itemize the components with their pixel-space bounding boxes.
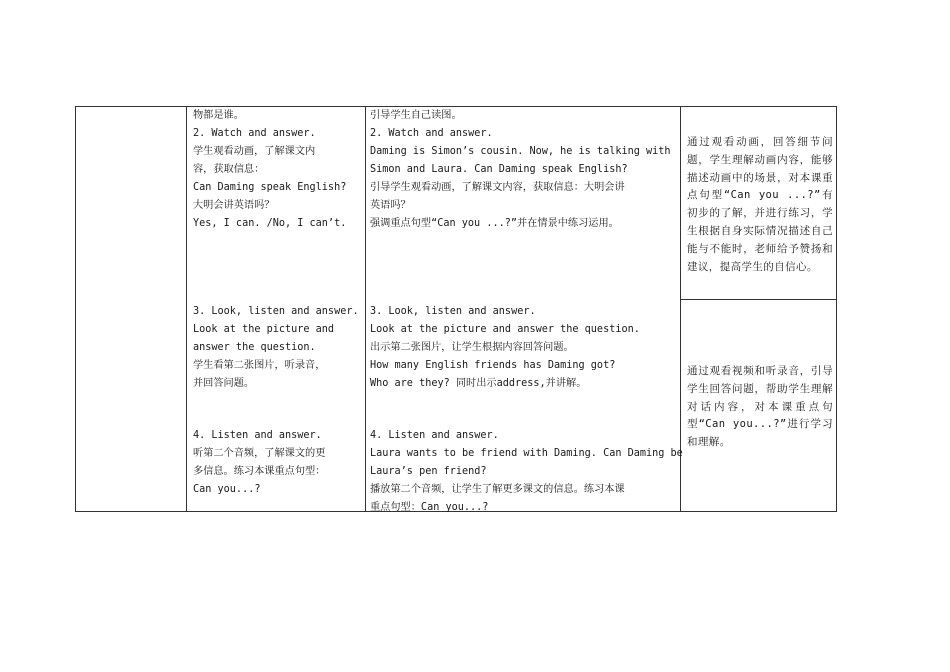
student-text-line: 大明会讲英语吗？ (193, 200, 275, 211)
column-divider-2 (365, 107, 366, 511)
teacher-text-line: Daming is Simon’s cousin. Now, he is talking with (370, 146, 671, 157)
design-intent-note-2: 通过观看视频和听录音，引导学生回答问题，帮助学生理解对话内容，对本课重点句型“Can you...?”进行学习和理解。 (687, 365, 833, 449)
teacher-text-line: 英语吗？ (370, 200, 411, 211)
student-text-line: 容，获取信息： (193, 164, 265, 175)
teacher-text-line: 播放第二个音频，让学生了解更多课文的信息。练习本课 (370, 484, 625, 495)
column-divider-1 (186, 107, 187, 511)
teacher-text-line: 引导学生观看动画，了解课文内容，获取信息：大明会讲 (370, 182, 625, 193)
design-intent-note-1: 通过观看动画，回答细节问题，学生理解动画内容，能够描述动画中的场景，对本课重点句型“Can you ...?”有初步的了解，并进行练习，学生根据自身实际情况描述自己能与不能时，老师给予赞扬和建议，提高学生的自信心。 (687, 136, 833, 273)
student-text-line: 物都是谁。 (193, 110, 244, 121)
student-text-line: Can Daming speak English? (193, 182, 347, 193)
student-text-line: Look at the picture and (193, 324, 335, 335)
student-text-line: Can you...? (193, 484, 261, 495)
teacher-text-line: Laura wants to be friend with Daming. Can Daming be (370, 448, 683, 459)
teacher-text-line: Simon and Laura. Can Daming speak English? (370, 164, 628, 175)
teacher-text-line: Look at the picture and answer the question. (370, 324, 640, 335)
teacher-text-line: 3. Look, listen and answer. (370, 306, 536, 317)
student-text-line: 听第二个音频，了解课文的更 (193, 448, 326, 459)
student-text-line: 并回答问题。 (193, 378, 255, 389)
student-text-line: 4. Listen and answer. (193, 430, 322, 441)
student-text-line: 3. Look, listen and answer. (193, 306, 359, 317)
teacher-text-line: 4. Listen and answer. (370, 430, 499, 441)
teacher-text-line: 引导学生自己读图。 (370, 110, 462, 121)
teacher-text-line: 重点句型：Can you...? (370, 502, 489, 513)
student-text-line: 多信息。练习本课重点句型： (193, 466, 326, 477)
teacher-text-line: Laura’s pen friend? (370, 466, 487, 477)
teacher-text-line: 出示第二张图片，让学生根据内容回答问题。 (370, 342, 574, 353)
teacher-text-line: How many English friends has Daming got? (370, 360, 616, 371)
student-text-line: 学生看第二张图片，听录音， (193, 360, 326, 371)
student-text-line: Yes, I can. /No, I can’t. (193, 218, 347, 229)
lesson-plan-table (75, 106, 837, 512)
row-divider-purpose (680, 299, 836, 300)
student-text-line: 2. Watch and answer. (193, 128, 316, 139)
teacher-text-line: Who are they? 同时出示address,并讲解。 (370, 378, 587, 389)
teacher-text-line: 2. Watch and answer. (370, 128, 493, 139)
student-text-line: 学生观看动画，了解课文内 (193, 146, 316, 157)
student-text-line: answer the question. (193, 342, 316, 353)
teacher-text-line: 强调重点句型“Can you ...?”并在情景中练习运用。 (370, 218, 619, 229)
